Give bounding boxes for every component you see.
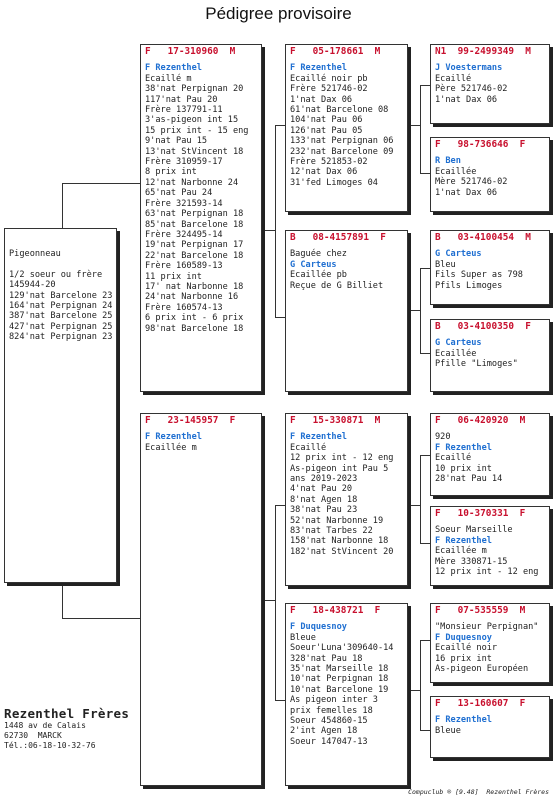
pedigree-line: 104'nat Pau 06 <box>290 115 363 126</box>
connector <box>420 85 430 86</box>
pedigree-line: Ecaillé <box>435 73 472 84</box>
breeder-address-line: 1448 av de Calais <box>4 721 86 730</box>
owner-name: F Rezenthel <box>290 432 347 443</box>
ring-number: F 15-330871 M <box>290 415 381 426</box>
pedigree-line: 8'nat Agen 18 <box>290 494 358 505</box>
pedigree-line: 12'nat Dax 06 <box>290 167 358 178</box>
pedigree-line: 145944-20 <box>9 280 56 291</box>
connector <box>62 183 140 184</box>
pedigree-line: Ecaillée <box>435 166 477 177</box>
pedigree-line: 328'nat Pau 18 <box>290 653 363 664</box>
pedigree-line: Ecaillé <box>435 453 472 464</box>
pedigree-line: 16 prix int <box>435 653 492 664</box>
connector <box>408 690 420 691</box>
ring-number: F 07-535559 M <box>435 605 526 616</box>
pedigree-line: 12'nat Narbonne 24 <box>145 177 239 188</box>
connector <box>408 505 420 506</box>
pedigree-line: Frère 137791-11 <box>145 105 223 116</box>
pedigree-line: 1'nat Dax 06 <box>290 94 353 105</box>
owner-name: F Rezenthel <box>435 715 492 726</box>
pedigree-line: Bleue <box>435 725 461 736</box>
owner-name: F Rezenthel <box>145 432 202 443</box>
pedigree-line: 10 prix int <box>435 463 492 474</box>
pedigree-line: 38'nat Pau 23 <box>290 505 358 516</box>
connector <box>420 268 421 353</box>
connector <box>420 730 430 731</box>
pedigree-line: 22'nat Barcelone 18 <box>145 250 244 261</box>
pedigree-line: Frère 160589-13 <box>145 261 223 272</box>
ring-number: F 23-145957 F <box>145 415 236 426</box>
pedigree-line: 10'nat Perpignan 18 <box>290 674 389 685</box>
pedigree-line: 182'nat StVincent 20 <box>290 546 394 557</box>
pedigree-line: Ecaillée <box>435 348 477 359</box>
ring-number: F 98-736646 F <box>435 139 526 150</box>
ring-number: F 17-310960 M <box>145 46 236 57</box>
connector <box>420 268 430 269</box>
owner-name: F Rezenthel <box>435 442 492 453</box>
pedigree-line: Frère 521746-02 <box>290 84 368 95</box>
pedigree-line: 35'nat Marseille 18 <box>290 664 389 675</box>
ring-number: N1 99-2499349 M <box>435 46 531 57</box>
connector <box>420 85 421 173</box>
connector <box>275 125 285 126</box>
pigeon-card-dam-sire[interactable] <box>285 413 408 586</box>
pedigree-line: Pfille "Limoges" <box>435 359 518 370</box>
connector <box>420 640 421 730</box>
owner-prefix: "Monsieur Perpignan" <box>435 622 539 633</box>
owner-prefix: Baguée chez <box>290 249 347 260</box>
ring-number: F 13-160607 F <box>435 698 526 709</box>
ring-number: F 05-178661 M <box>290 46 381 57</box>
pedigree-line: 1'nat Dax 06 <box>435 94 498 105</box>
pedigree-line: 63'nat Perpignan 18 <box>145 209 244 220</box>
pedigree-line: Bleu <box>435 259 456 270</box>
ring-number: F 06-420920 M <box>435 415 526 426</box>
pedigree-line: Ecaillé <box>290 442 327 453</box>
pedigree-line: Frère 521853-02 <box>290 157 368 168</box>
ring-number: B 03-4100454 M <box>435 232 531 243</box>
pigeon-card-ssd[interactable] <box>430 137 550 212</box>
pigeon-card-ddd[interactable] <box>430 696 550 758</box>
connector <box>262 230 275 231</box>
pedigree-line: 824'nat Perpignan 23 <box>9 332 113 343</box>
owner-name: F Duquesnoy <box>290 622 347 633</box>
pedigree-line: 83'nat Tarbes 22 <box>290 526 373 537</box>
pedigree-line: Fils Super as 798 <box>435 270 523 281</box>
ring-number: B 08-4157891 F <box>290 232 386 243</box>
pedigree-line: 85'nat Barcelone 18 <box>145 219 244 230</box>
pigeon-card-sire-dam[interactable] <box>285 230 408 392</box>
pedigree-line: 19'nat Perpignan 17 <box>145 240 244 251</box>
connector <box>420 455 430 456</box>
pedigree-line: 13'nat StVincent 18 <box>145 146 244 157</box>
pedigree-line: 1/2 soeur ou frère <box>9 269 103 280</box>
owner-name: F Rezenthel <box>290 63 347 74</box>
owner-name: G Carteus <box>290 259 337 270</box>
pigeon-card-sds[interactable] <box>430 230 550 305</box>
pedigree-line: 232'nat Barcelone 09 <box>290 146 394 157</box>
pedigree-line: 133'nat Perpignan 06 <box>290 136 394 147</box>
connector <box>275 505 285 506</box>
pedigree-line: 8 prix int <box>145 167 197 178</box>
pedigree-line: Soeur 454860-15 <box>290 716 368 727</box>
pedigree-line: Mère 521746-02 <box>435 177 508 188</box>
ring-number: F 18-438721 F <box>290 605 381 616</box>
owner-name: R Ben <box>435 156 461 167</box>
owner-prefix: Soeur Marseille <box>435 525 513 536</box>
pedigree-line: Mère 330871-15 <box>435 556 508 567</box>
owner-name: F Rezenthel <box>145 63 202 74</box>
owner-name: F Duquesnoy <box>435 632 492 643</box>
ring-number: B 03-4100350 F <box>435 321 531 332</box>
pedigree-line: Soeur 147047-13 <box>290 736 368 747</box>
pigeon-card-dam-dam[interactable] <box>285 603 408 786</box>
pedigree-line: Ecaillé noir pb <box>290 73 368 84</box>
pedigree-line: 12 prix int - 12 eng <box>435 567 539 578</box>
connector <box>420 353 430 354</box>
pedigree-line: 1'nat Dax 06 <box>435 187 498 198</box>
pedigree-line: 98'nat Barcelone 18 <box>145 323 244 334</box>
pedigree-line: 12 prix int - 12 eng <box>290 453 394 464</box>
pigeon-card-dam[interactable] <box>140 413 262 786</box>
pedigree-line: Ecaillé noir <box>435 643 498 654</box>
breeder-address-line: 62730 MARCK <box>4 731 62 740</box>
pigeon-card-dds[interactable] <box>430 603 550 683</box>
pedigree-line: 126'nat Pau 05 <box>290 125 363 136</box>
pedigree-line: 9'nat Pau 15 <box>145 136 208 147</box>
pedigree-line: 164'nat Perpignan 24 <box>9 301 113 312</box>
pedigree-line: 65'nat Pau 24 <box>145 188 213 199</box>
pedigree-line: 38'nat Perpignan 20 <box>145 84 244 95</box>
ring-number: F 10-370331 F <box>435 508 526 519</box>
pedigree-line: Ecaillé m <box>145 73 192 84</box>
pedigree-line: 387'nat Barcelone 25 <box>9 311 113 322</box>
connector <box>420 455 421 543</box>
pedigree-line: As-pigeon Européen <box>435 664 529 675</box>
pedigree-line <box>9 259 112 269</box>
owner-name: J Voestermans <box>435 63 503 74</box>
pedigree-line: Ecaillée pb <box>290 270 347 281</box>
owner-name: F Rezenthel <box>435 535 492 546</box>
pedigree-line: As-pigeon int Pau 5 <box>290 463 389 474</box>
pedigree-line: 129'nat Barcelone 23 <box>9 290 113 301</box>
pedigree-line: Soeur'Luna'309640-14 <box>290 643 394 654</box>
pedigree-line: 28'nat Pau 14 <box>435 474 503 485</box>
connector <box>275 505 276 700</box>
breeder-info <box>4 706 129 751</box>
connector <box>420 640 430 641</box>
connector <box>62 618 140 619</box>
page-title: Pédigree provisoire <box>205 4 352 23</box>
connector <box>408 125 420 126</box>
owner-name: G Carteus <box>435 338 482 349</box>
pedigree-line: Ecaillée m <box>435 546 487 557</box>
pedigree-line: Bleue <box>290 632 316 643</box>
connector <box>262 600 275 601</box>
breeder-name: Rezenthel Frères <box>4 706 130 721</box>
pedigree-line: 6 prix int - 6 prix <box>145 313 244 324</box>
pedigree-line: 61'nat Barcelone 08 <box>290 105 389 116</box>
pedigree-line: Ecaillée m <box>145 442 197 453</box>
pigeon-card-sire[interactable] <box>140 44 262 392</box>
pedigree-line: 31'fed Limoges 04 <box>290 177 378 188</box>
pedigree-line: 15 prix int - 15 eng <box>145 125 249 136</box>
owner-name: G Carteus <box>435 249 482 260</box>
pedigree-line: 10'nat Barcelone 19 <box>290 684 389 695</box>
pedigree-line: 2'int Agen 18 <box>290 726 358 737</box>
connector <box>408 310 420 311</box>
pedigree-line: As pigeon inter 3 <box>290 695 378 706</box>
connector <box>420 543 430 544</box>
pedigree-line: Frère 310959-17 <box>145 157 223 168</box>
pedigree-line: ans 2019-2023 <box>290 474 358 485</box>
pedigree-line: 427'nat Perpignan 25 <box>9 321 113 332</box>
pigeon-card-dss[interactable] <box>430 413 550 496</box>
pedigree-line: 4'nat Pau 20 <box>290 484 353 495</box>
connector <box>275 700 285 701</box>
pigeon-card-sss[interactable] <box>430 44 550 124</box>
pedigree-line: Pigeonneau <box>9 249 61 259</box>
pedigree-line: 117'nat Pau 20 <box>145 94 218 105</box>
pedigree-line: 3'as-pigeon int 15 <box>145 115 239 126</box>
software-footer: Compuclub ® [9.48] Rezenthel Frères <box>408 788 549 796</box>
pigeon-card-subject[interactable] <box>4 228 117 583</box>
pedigree-line: 52'nat Narbonne 19 <box>290 515 384 526</box>
pedigree-line: 11 prix int <box>145 271 202 282</box>
pedigree-line: Frère 321593-14 <box>145 198 223 209</box>
pedigree-line: Frère 160574-13 <box>145 302 223 313</box>
connector <box>275 125 276 317</box>
pedigree-line: Frère 324495-14 <box>145 229 223 240</box>
pigeon-card-sdd[interactable] <box>430 319 550 392</box>
breeder-phone: Tél.:06-18-10-32-76 <box>4 741 96 750</box>
pigeon-card-sire-sire[interactable] <box>285 44 408 212</box>
pedigree-line: Reçue de G Billiet <box>290 280 384 291</box>
owner-prefix: 920 <box>435 432 451 443</box>
pedigree-line: Père 521746-02 <box>435 84 508 95</box>
connector <box>275 317 285 318</box>
pedigree-line: prix femelles 18 <box>290 705 373 716</box>
pedigree-line: 17' nat Narbonne 18 <box>145 281 244 292</box>
pigeon-card-dsd[interactable] <box>430 506 550 586</box>
pedigree-line: 158'nat Narbonne 18 <box>290 536 389 547</box>
pedigree-line: Pfils Limoges <box>435 280 503 291</box>
pedigree-line: 24'nat Narbonne 16 <box>145 292 239 303</box>
connector <box>420 173 430 174</box>
